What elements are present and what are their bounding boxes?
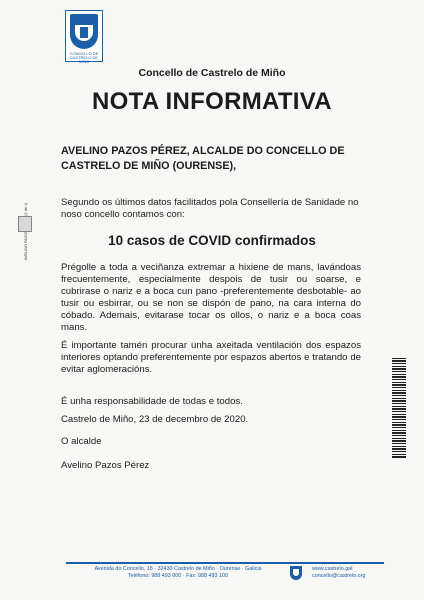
signer-name: Avelino Pazos Pérez — [61, 460, 150, 471]
signature-stamp — [14, 150, 38, 265]
footer-web-link[interactable]: www.castrelo.gal — [312, 566, 353, 572]
footer-address — [72, 566, 284, 580]
municipal-logo — [65, 10, 103, 62]
mayor-heading: AVELINO PAZOS PÉREZ, ALCALDE DO CONCELLO DE CASTRELO DE MIÑO (OURENSE), — [61, 145, 345, 172]
footer-address-line: Avenida do Concello, 18 · 32430 Castrelo de Miño · Ourense · Galicia — [94, 566, 262, 572]
crest-crown-icon — [70, 14, 98, 21]
responsibility-line: É unha responsabilidade de todas e todos. — [61, 396, 243, 407]
footer-phone-line: Teléfono: 988 493 000 · Fax: 988 493 100 — [127, 573, 229, 579]
org-title: Concello de Castrelo de Miño — [138, 67, 286, 79]
document-title: NOTA INFORMATIVA — [92, 88, 332, 115]
crest-tower-icon — [80, 27, 88, 38]
signature-stamp-text — [24, 144, 29, 260]
ventilation-paragraph: É importante tamén procurar unha axeitada ventilación dos espazos interiores optando preferentemente por espazos abertos e tratando de evitar aglomeracións. — [61, 340, 361, 375]
cases-headline: 10 casos de COVID confirmados — [108, 233, 316, 248]
intro-paragraph: Segundo os últimos datos facilitados pola Consellería de Sanidade no noso concello contamos con: — [61, 197, 359, 220]
barcode — [392, 358, 406, 458]
footer-divider — [66, 562, 384, 564]
signer-role: O alcalde — [61, 436, 102, 447]
hygiene-paragraph: Prégolle a toda a veciñanza extremar a hixiene de mans, lavándoas frecuentemente, especialmente despois de tusir ou soarse, e cubrirase o nariz e a boca cun pano -preferentemente desbotable- ao tusir ou esbirrar, ou se non se dispón de pano, na cara interna do cóbado. Ademais, evitarase tocar os ollos, o nariz e a boca coas mans. — [61, 262, 361, 333]
footer-contact — [312, 566, 392, 580]
logo-caption: CONCELLO DE CASTRELO DE MIÑO — [69, 51, 99, 64]
date-line: Castrelo de Miño, 23 de decembro de 2020. — [61, 414, 249, 425]
footer-crest-icon — [290, 566, 302, 580]
footer-email-link[interactable]: concello@castrelo.org — [312, 573, 366, 579]
signature-seal-icon — [18, 216, 32, 232]
